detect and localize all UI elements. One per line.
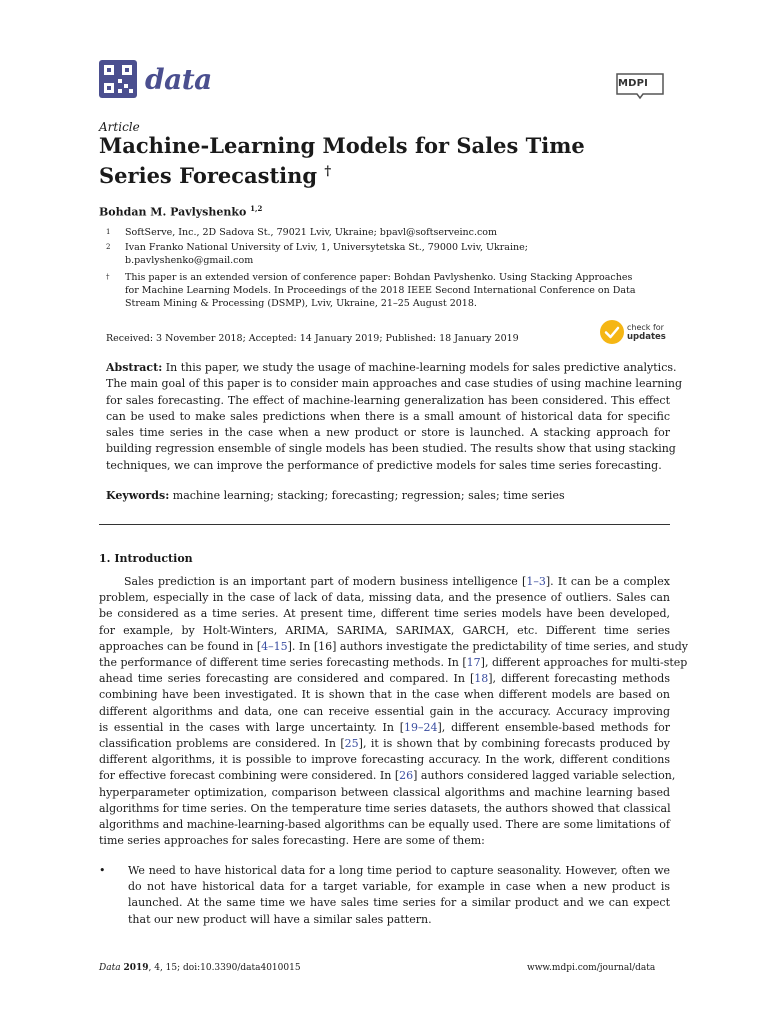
- body-line: problem, especially in the case of lack of data, missing data, and the presence of outliers. Sales can: [99, 591, 670, 605]
- introduction-body: [99, 574, 688, 849]
- title-line-2: Series Forecasting †: [99, 163, 332, 188]
- keywords: Keywords: machine learning; stacking; forecasting; regression; sales; time series: [106, 489, 565, 502]
- check-for-updates-button[interactable]: check for updates: [600, 320, 666, 344]
- reference-link[interactable]: 4–15: [261, 639, 288, 653]
- body-line: be considered as a time series. At present time, different time series models have been developed,: [99, 607, 670, 621]
- keywords-label: Keywords:: [106, 489, 170, 502]
- body-line: is essential in the cases with large uncertainty. In [19–24], different ensemble-based methods for: [99, 720, 670, 734]
- author-name: Bohdan M. Pavlyshenko: [99, 205, 247, 219]
- footer-journal-link[interactable]: www.mdpi.com/journal/data: [527, 963, 656, 973]
- reference-link[interactable]: 19–24: [404, 720, 438, 734]
- author-line: [99, 204, 262, 219]
- body-line: combining have been investigated. It is shown that in the case when different models are based on: [99, 688, 670, 702]
- reference-link[interactable]: 25: [344, 737, 359, 751]
- affiliation-2: 2 Ivan Franko National University of Lviv, 1, Universytetska St., 79000 Lviv, Ukraine; b.pavlyshenko@gmail.com: [106, 241, 666, 267]
- reference-link[interactable]: 1–3: [526, 575, 546, 588]
- article-type: Article: [99, 120, 140, 134]
- body-line: different algorithms and data, one can receive essential gain in the accuracy. Accuracy improving: [99, 704, 670, 718]
- abstract-label: Abstract:: [106, 361, 163, 374]
- affiliation-1: 1 SoftServe, Inc., 2D Sadova St., 79021 Lviv, Ukraine; bpavl@softserveinc.com: [106, 227, 498, 238]
- publisher-logo-text: MDPI: [618, 78, 649, 89]
- body-line: classification problems are considered. In [25], it is shown that by combining forecasts produced by: [99, 737, 671, 751]
- check-updates-icon: [600, 320, 624, 344]
- title-line-1: Machine-Learning Models for Sales Time: [99, 133, 585, 158]
- publication-dates: Received: 3 November 2018; Accepted: 14 January 2019; Published: 18 January 2019: [106, 333, 519, 344]
- reference-link[interactable]: 17: [466, 656, 481, 670]
- bullet-marker: •: [99, 864, 106, 877]
- list-item: We need to have historical data for a long time period to capture seasonality. However, often we do not have historical data for a target variable, for example in case when a new product is launched. At the same time we have sales time series for a similar product and we can expect that our new product will have a similar sales pattern.: [128, 864, 670, 926]
- body-line: algorithms and machine-learning-based algorithms can be equally used. There are some limitations of: [99, 818, 670, 832]
- body-line: algorithms for time series. On the temperature time series datasets, the authors showed that classical: [99, 801, 671, 815]
- journal-logo[interactable]: [99, 60, 212, 98]
- author-email-link[interactable]: b.pavlyshenko@gmail.com: [125, 255, 254, 266]
- author-affiliation-marks: 1,2: [250, 204, 263, 213]
- section-divider: [99, 524, 670, 525]
- body-line: ahead time series forecasting are considered and compared. In [18], different forecasting methods: [99, 672, 670, 686]
- paper-title: [99, 133, 619, 189]
- journal-name: data: [145, 62, 212, 96]
- abstract: Abstract: In this paper, we study the usage of machine-learning models for sales predictive analytics. The main goal of this paper is to consider main approaches and case studies of using machine learning for sales forecasting. The effect of machine-learning generalization has been considered. This effect can be used to make sales predictions when there is a small amount of historical data for specific sales time series in the case when a new product or store is launched. A stacking approach for building regression ensemble of single models has been studied. The results show that using stacking techniques, we can improve the performance of predictive models for sales time series forecasting.: [106, 361, 683, 472]
- qr-logo-icon: [99, 60, 137, 98]
- footer-citation: Data 2019, 4, 15; doi:10.3390/data4010015: [99, 963, 301, 973]
- reference-link[interactable]: 18: [474, 672, 489, 686]
- body-line: different algorithms, it is possible to improve forecasting accuracy. In the work, different conditions: [99, 753, 670, 767]
- publisher-logo[interactable]: [613, 70, 667, 100]
- bullet-list: [99, 863, 670, 928]
- affiliation-note: † This paper is an extended version of conference paper: Bohdan Pavlyshenko. Using Stacking Approaches for Machine Learning Models. In Proceedings of the 2018 IEEE Second International Conference on Data Stream Mining & Processing (DSMP), Lviv, Ukraine, 21–25 August 2018.: [106, 272, 636, 309]
- reference-link[interactable]: 26: [399, 769, 414, 783]
- section-heading: 1. Introduction: [99, 552, 193, 565]
- body-line: approaches can be found in [4–15]. In [16] authors investigate the predictability of time series, and study: [99, 639, 688, 653]
- title-footnote-mark: †: [324, 164, 332, 179]
- body-line: time series approaches for sales forecasting. Here are some of them:: [99, 834, 485, 848]
- body-line: Sales prediction is an important part of modern business intelligence [1–3]. It can be a complex: [124, 575, 670, 588]
- body-line: for effective forecast combining were considered. In [26] authors considered lagged variable selection,: [99, 769, 676, 783]
- body-line: hyperparameter optimization, comparison between classical algorithms and machine learning based: [99, 785, 670, 799]
- body-line: the performance of different time series forecasting methods. In [17], different approaches for multi-step: [99, 656, 688, 670]
- body-line: for example, by Holt-Winters, ARIMA, SARIMA, SARIMAX, GARCH, etc. Different time series: [99, 623, 670, 637]
